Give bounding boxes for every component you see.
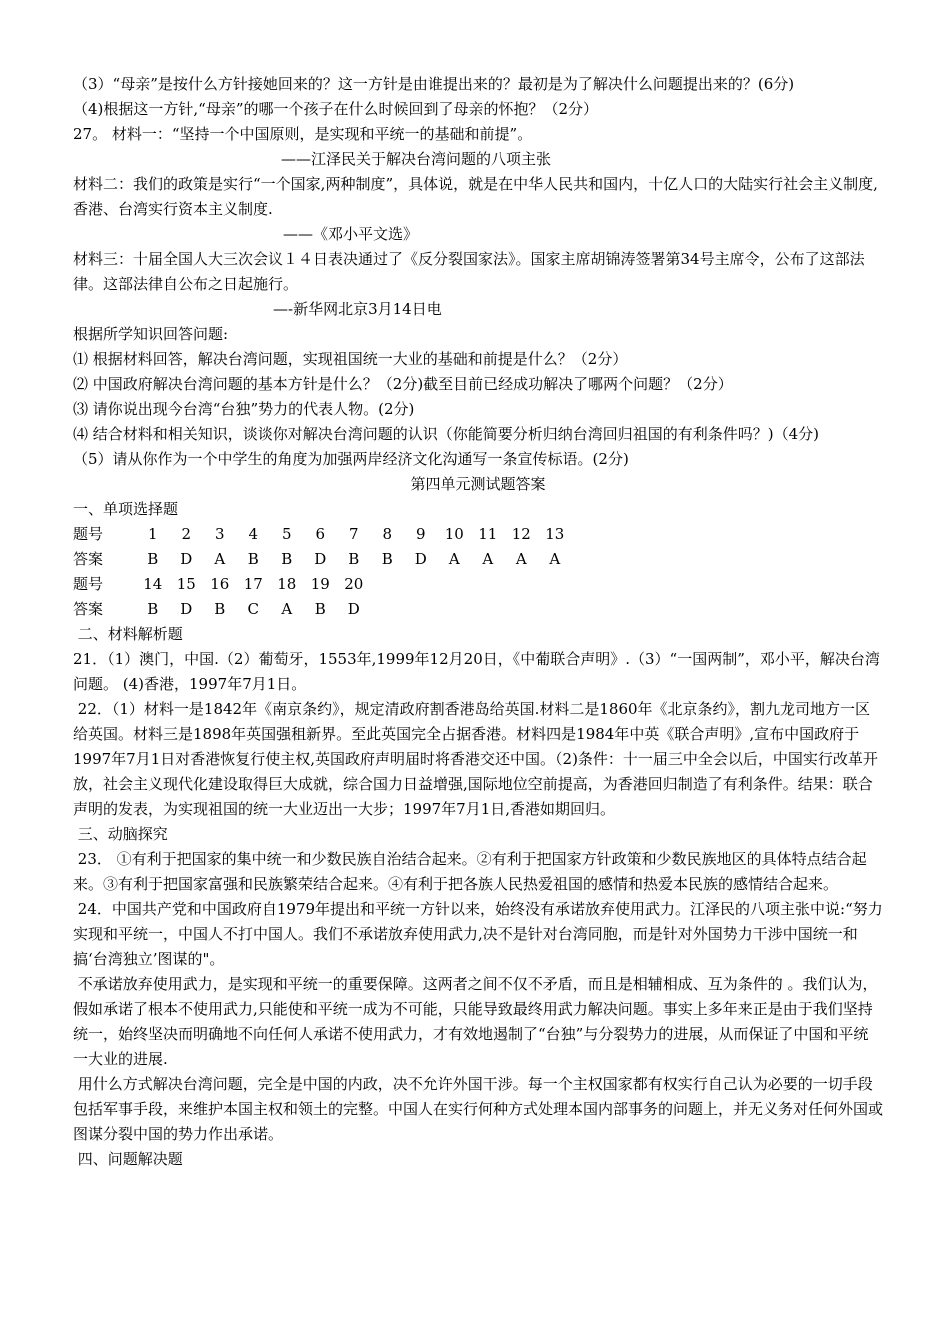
answer-cell: B <box>281 550 293 568</box>
answer-cell: B <box>381 550 393 568</box>
text-paragraph: 根据所学知识回答问题: <box>73 325 229 343</box>
answer-cell: D <box>414 550 427 568</box>
row-label: 答案 <box>73 550 104 568</box>
answer-cell: 6 <box>315 525 326 543</box>
source-citation: ——《邓小平文选》 <box>283 225 419 243</box>
source-citation: ——江泽民关于解决台湾问题的八项主张 <box>281 150 552 168</box>
text-paragraph: ⑷ 结合材料和相关知识，谈谈你对解决台湾问题的认识（你能简要分析归纳台湾回归祖国的有利条件吗？)（4分) <box>73 425 820 443</box>
answer-table <box>73 522 883 622</box>
answer-cell: D <box>180 550 193 568</box>
text-paragraph: （3）“母亲”是按什么方针接她回来的？这一方针是由谁提出来的？最初是为了解决什么问题提出来的？(6分) <box>73 75 795 93</box>
text-paragraph: ⑵ 中国政府解决台湾问题的基本方针是什么？（2分)截至目前已经成功解决了哪两个问题？（2分） <box>73 375 733 393</box>
text-paragraph: 不承诺放弃使用武力，是实现和平统一的重要保障。这两者之间不仅不矛盾，而且是相辅相成、互为条件的 。我们认为，假如承诺了根本不使用武力,只能使和平统一成为不可能，只能导致最终用武力解决问题。事实上多年来正是由于我们坚持统一，始终坚决而明确地不向任何人承诺不使用武力，才有效地遏制了“台独”与分裂势力的进展，从而保证了中国和平统一大业的进展. <box>73 975 878 1068</box>
answer-cell: B <box>348 550 360 568</box>
answer-cell: 13 <box>545 525 565 543</box>
source-citation: —-新华网北京3月14日电 <box>273 300 442 318</box>
answer-cell: 14 <box>143 575 163 593</box>
answer-cell: 20 <box>344 575 364 593</box>
answer-cell: 18 <box>277 575 297 593</box>
answer-cell: 2 <box>181 525 192 543</box>
section-title: 第四单元测试题答案 <box>410 475 546 493</box>
answer-table-row <box>73 597 883 622</box>
text-paragraph: 24．中国共产党和中国政府自1979年提出和平统一方针以来，始终没有承诺放弃使用武力。江泽民的八项主张中说:“努力实现和平统一，中国人不打中国人。我们不承诺放弃使用武力,决不是针对台湾同胞，而是针对外国势力干涉中国统一和搞‘台湾独立’图谋的"。 <box>73 900 883 968</box>
answer-table-row <box>73 522 883 547</box>
text-paragraph: 四、问题解决题 <box>73 1150 183 1168</box>
answer-cell: A <box>549 550 561 568</box>
answer-table-row <box>73 572 883 597</box>
answer-cell: B <box>147 550 159 568</box>
row-label: 题号 <box>73 575 104 593</box>
question-section <box>73 72 883 522</box>
answer-cell: 10 <box>444 525 464 543</box>
text-paragraph: 材料二：我们的政策是实行“一个国家,两种制度”，具体说，就是在中华人民共和国内，十亿人口的大陆实行社会主义制度,香港、台湾实行资本主义制度. <box>73 175 878 218</box>
answer-cell: 9 <box>415 525 426 543</box>
answer-table-row <box>73 547 883 572</box>
answer-cell: 1 <box>147 525 158 543</box>
text-paragraph: 一、单项选择题 <box>73 500 179 518</box>
answer-cell: 19 <box>310 575 330 593</box>
text-paragraph: ⑶ 请你说出现今台湾“台独”势力的代表人物。(2分) <box>73 400 415 418</box>
text-paragraph: （5）请从你作为一个中学生的角度为加强两岸经济文化沟通写一条宣传标语。(2分) <box>73 450 629 468</box>
text-paragraph: 材料三：十届全国人大三次会议１４日表决通过了《反分裂国家法》。国家主席胡锦涛签署第34号主席令，公布了这部法律。这部法律自公布之日起施行。 <box>73 250 865 293</box>
answer-cell: B <box>247 550 259 568</box>
text-paragraph: （4)根据这一方针,“母亲”的哪一个孩子在什么时候回到了母亲的怀抱？（2分） <box>73 100 599 118</box>
answer-cell: 5 <box>281 525 292 543</box>
answer-cell: 4 <box>248 525 259 543</box>
answer-cell: 11 <box>478 525 498 543</box>
answer-cell: B <box>314 600 326 618</box>
row-label: 答案 <box>73 600 104 618</box>
answer-cell: B <box>147 600 159 618</box>
answer-cell: A <box>448 550 460 568</box>
document-page <box>73 72 883 1172</box>
text-paragraph: 22．（1）材料一是1842年《南京条约》，规定清政府割香港岛给英国.材料二是1860年《北京条约》，割九龙司地方一区给英国。材料三是1898年英国强租新界。至此英国完全占据香港。材料四是1984年中英《联合声明》,宣布中国政府于1997年7月1日对香港恢复行使主权,英国政府声明届时将香港交还中国。（2)条件：十一届三中全会以后，中国实行改革开放，社会主义现代化建设取得巨大成就，综合国力日益增强,国际地位空前提高，为香港回归制造了有利条件。结果：联合声明的发表，为实现祖国的统一大业迈出一大步；1997年7月1日,香港如期回归。 <box>73 700 878 818</box>
text-paragraph: 二、材料解析题 <box>73 625 183 643</box>
answer-cell: B <box>214 600 226 618</box>
answer-cell: C <box>247 600 259 618</box>
text-paragraph: ⑴ 根据材料回答，解决台湾问题，实现祖国统一大业的基础和前提是什么？（2分） <box>73 350 628 368</box>
text-paragraph: 用什么方式解决台湾问题，完全是中国的内政，决不允许外国干涉。每一个主权国家都有权实行自己认为必要的一切手段包括军事手段，来维护本国主权和领土的完整。中国人在实行何种方式处理本国内部事务的问题上，并无义务对任何外国或图谋分裂中国的势力作出承诺。 <box>73 1075 884 1143</box>
answer-cell: 7 <box>348 525 359 543</box>
answer-cell: A <box>482 550 494 568</box>
text-paragraph: 三、动脑探究 <box>73 825 168 843</box>
answer-cell: 17 <box>243 575 263 593</box>
answer-cell: 12 <box>511 525 531 543</box>
answer-cell: A <box>214 550 226 568</box>
answer-cell: 16 <box>210 575 230 593</box>
answer-cell: D <box>314 550 327 568</box>
text-paragraph: 21．（1）澳门，中国.（2）葡萄牙，1553年,1999年12月20日，《中葡联合声明》.（3）“一国两制”，邓小平，解决台湾问题。 (4)香港，1997年7月1日。 <box>73 650 880 693</box>
text-paragraph: 23． ①有利于把国家的集中统一和少数民族自治结合起来。②有利于把国家方针政策和少数民族地区的具体特点结合起来。③有利于把国家富强和民族繁荣结合起来。④有利于把各族人民热爱祖国的感情和热爱本民族的感情结合起来。 <box>73 850 867 893</box>
answer-cell: D <box>347 600 360 618</box>
row-label: 题号 <box>73 525 104 543</box>
answer-cell: 8 <box>382 525 393 543</box>
answer-cell: D <box>180 600 193 618</box>
answer-cell: 15 <box>176 575 196 593</box>
answer-section <box>73 622 883 1172</box>
answer-cell: A <box>281 600 293 618</box>
answer-cell: 3 <box>214 525 225 543</box>
text-paragraph: 27。 材料一：“坚持一个中国原则，是实现和平统一的基础和前提”。 <box>73 125 533 143</box>
answer-cell: A <box>515 550 527 568</box>
